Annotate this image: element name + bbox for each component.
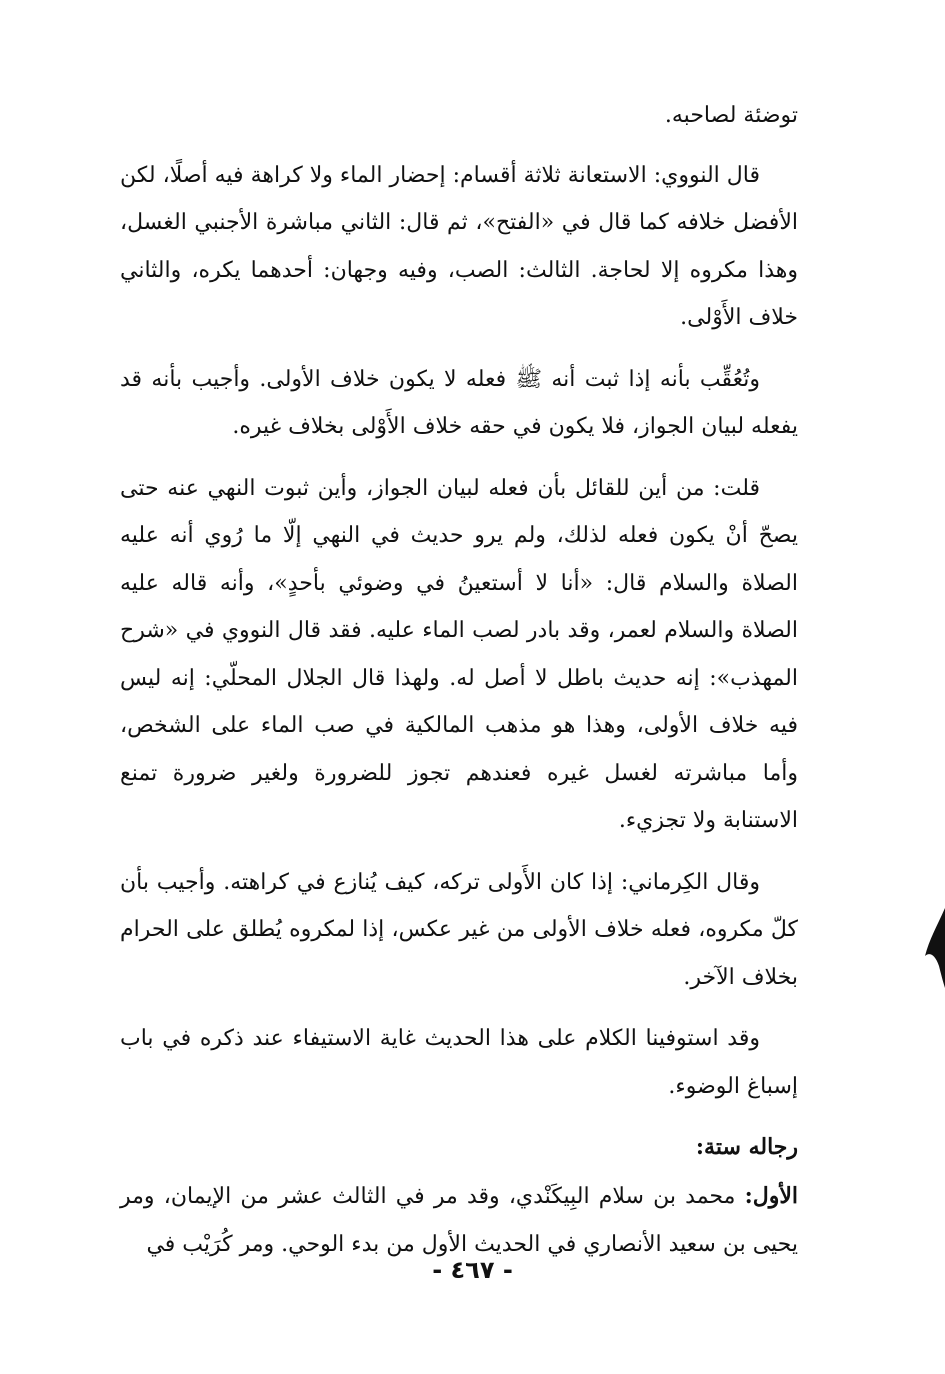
paragraph-nawawi: قال النووي: الاستعانة ثلاثة أقسام: إحضار الماء ولا كراهة فيه أصلًا، لكن الأفضل خلافه كما قال في «الفتح»، ثم قال: الثاني مباشرة الأجنبي الغسل، وهذا مكروه إلا لحاجة. الثالث: الصب، وفيه وجهان: أحدهما يكره، والثاني خلاف الأَوْلى. [120,162,798,330]
paragraph-qultu: قلت: من أين للقائل بأن فعله لبيان الجواز، وأين ثبوت النهي عنه حتى يصحّ أنْ يكون فعله لذلك، ولم يرو حديث في النهي إلّا ما رُوي أنه عليه الصلاة والسلام قال: «أنا لا أستعينُ في وضوئي بأحدٍ»، وأنه قاله عليه الصلاة والسلام لعمر، وقد بادر لصب الماء عليه. فقد قال النووي في «شرح المهذب»: إنه حديث باطل لا أصل له. ولهذا قال الجلال المحلّي: إنه ليس فيه خلاف الأولى، وهذا هو مذهب المالكية في صب الماء على الشخص، وأما مباشرته لغسل غيره فعندهم تجوز للضرورة ولغير ضرورة تمنع الاستنابة ولا تجزيء. [120,475,798,833]
paragraph-istifa: وقد استوفينا الكلام على هذا الحديث غاية الاستيفاء عند ذكره في باب إسباغ الوضوء. [120,1026,798,1099]
paragraph-lead: الأول: [744,1183,798,1209]
paragraph-kirmani: وقال الكِرماني: إذا كان الأَولى تركه، كيف يُنازع في كراهته. وأجيب بأن كلّ مكروه، فعله خلاف الأولى من غير عكس، إذا لمكروه يُطلق على الحرام بخلاف الآخر. [120,869,798,990]
section-heading: رجاله ستة: [695,1134,798,1160]
paragraph-continuation: توضئة لصاحبه. [664,103,798,128]
page-number: - ٤٦٧ - [432,1256,513,1284]
page-edge-mark [923,908,945,988]
page-body [120,92,798,1282]
paragraph-text: محمد بن سلام البِيكَنْدي، وقد مر في الثالث عشر من الإيمان، ومر يحيى بن سعيد الأنصاري في الحديث الأول من بدء الوحي. ومر كُرَيْب في [120,1184,798,1257]
paragraph-objection: وتُعُقِّب بأنه إذا ثبت أنه ﷺ فعله لا يكون خلاف الأولى. وأجيب بأنه قد يفعله لبيان الجواز، فلا يكون في حقه خلاف الأَوْلى بخلاف غيره. [120,366,798,439]
